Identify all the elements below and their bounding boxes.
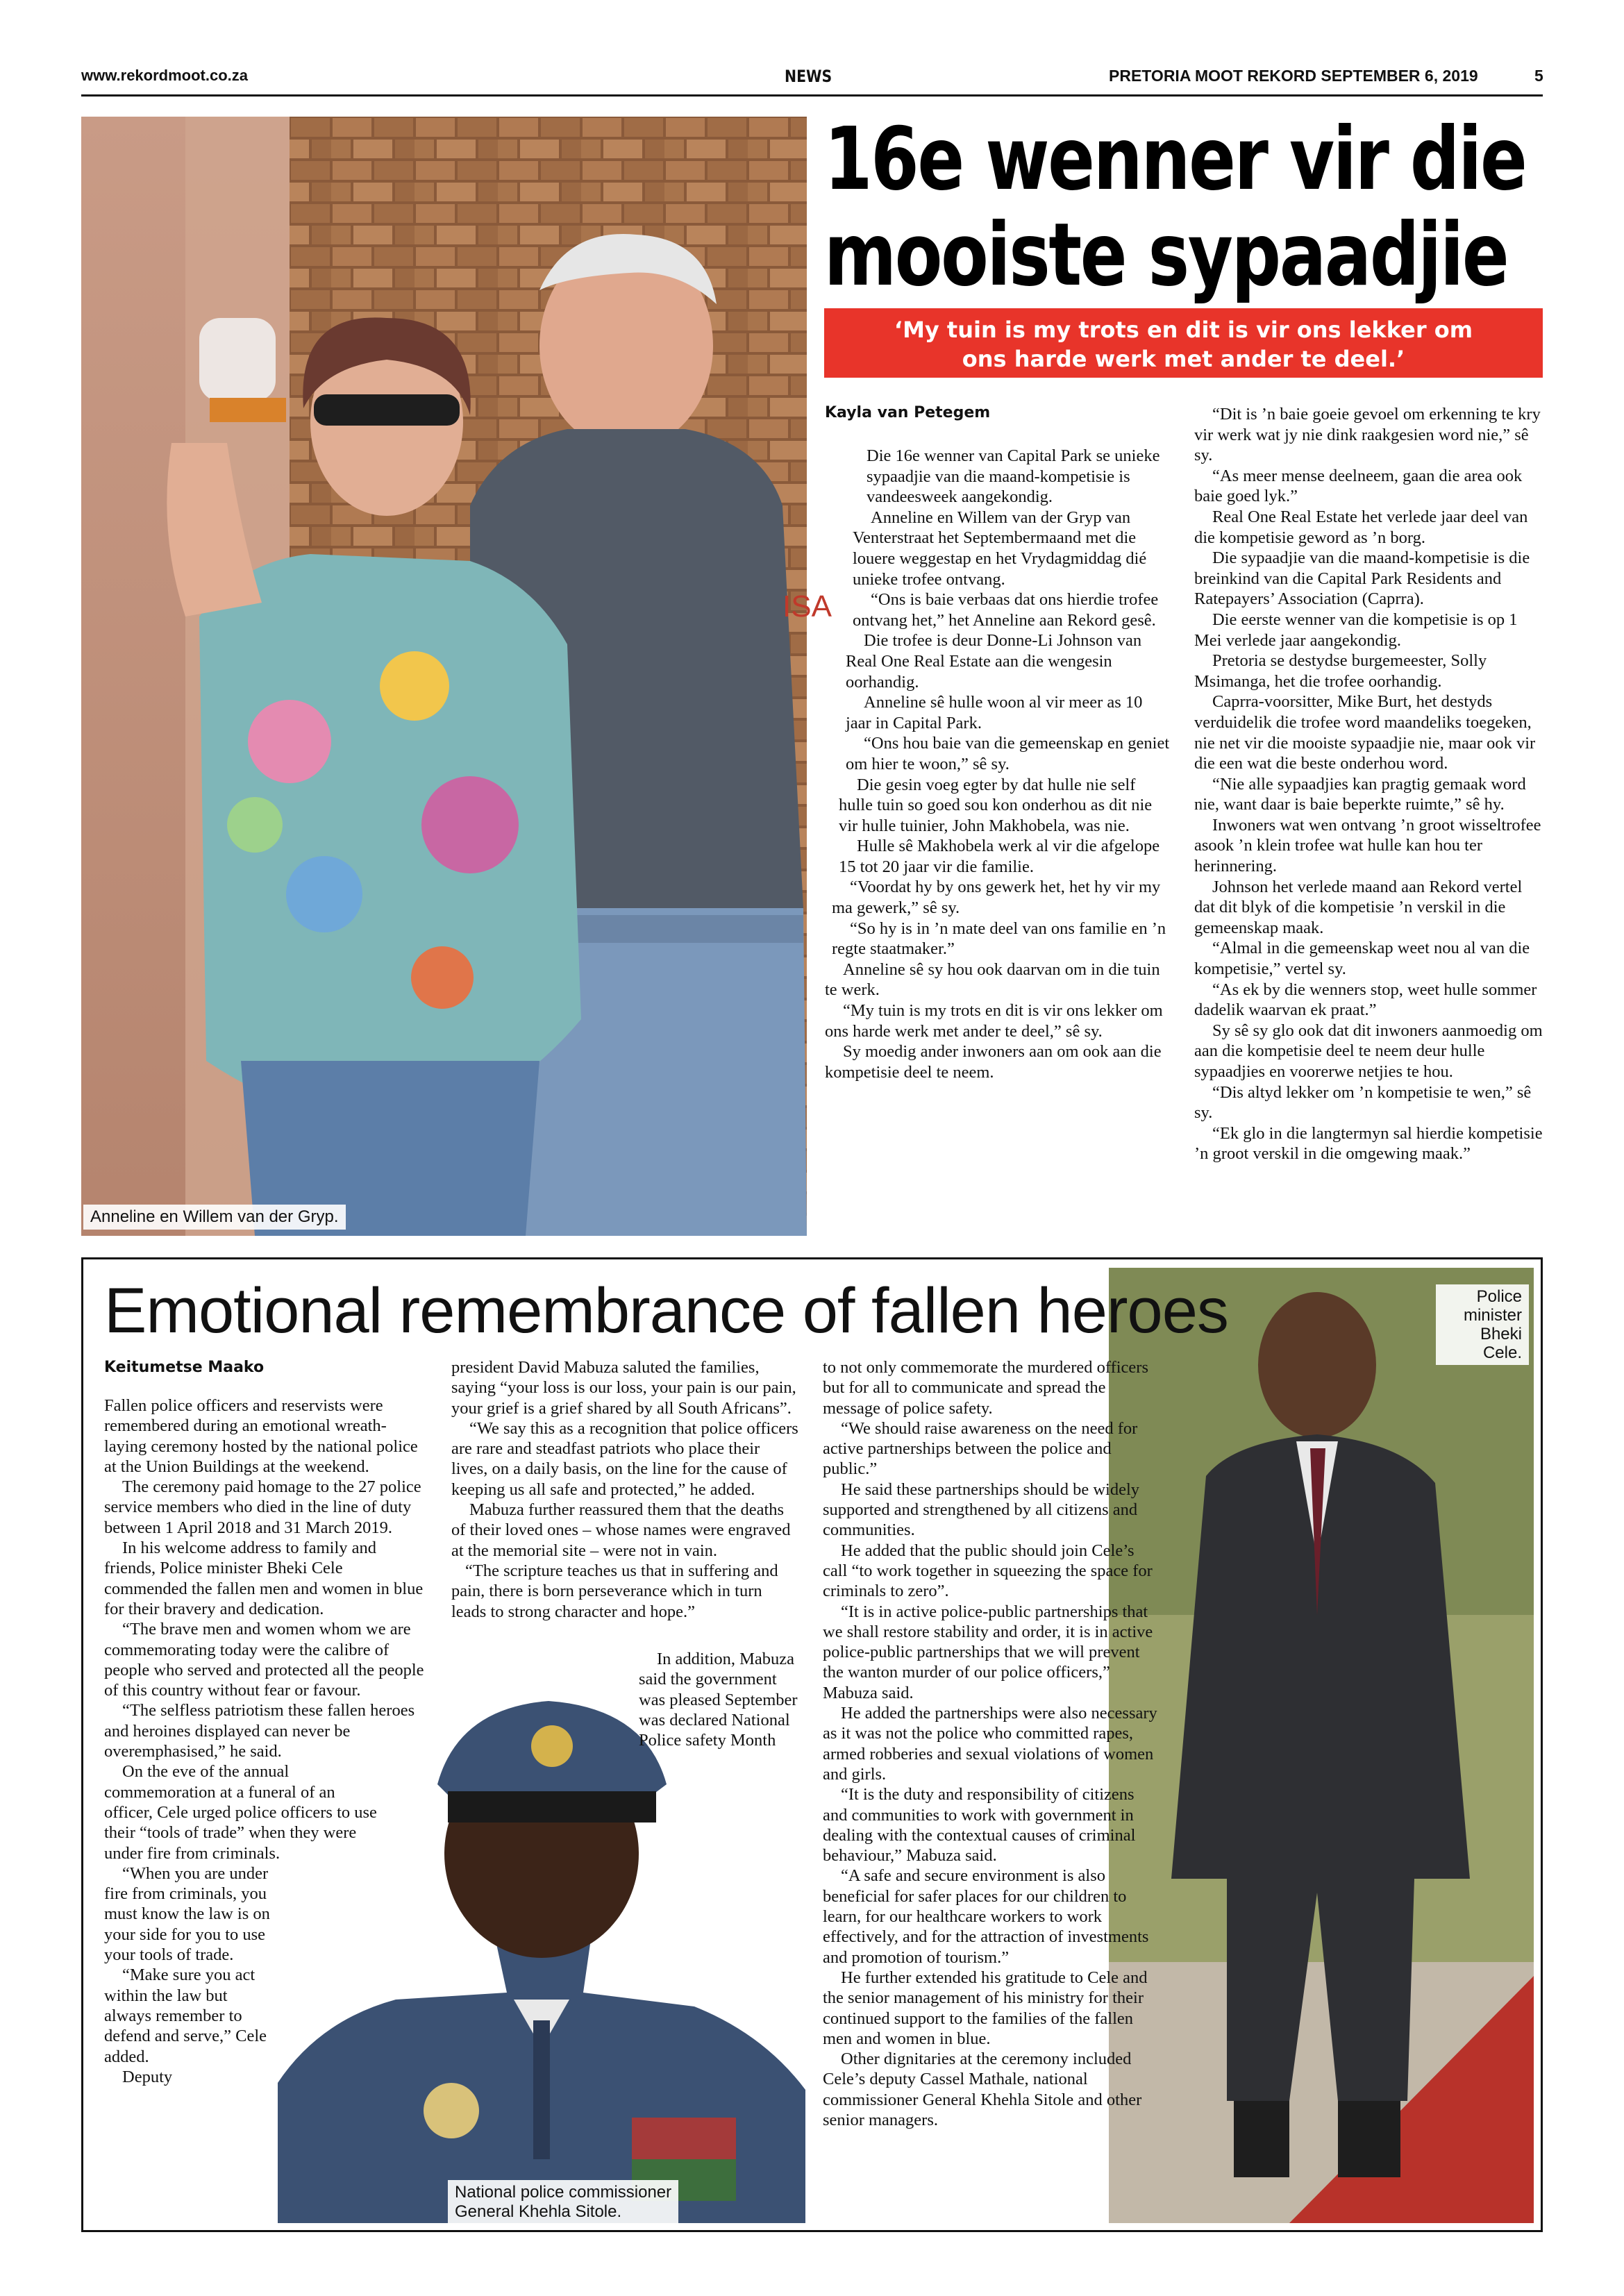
article1-paragraph: Sy moedig ander inwoners aan om ook aan die kompetisie deel te neem. bbox=[825, 1042, 1162, 1082]
article2-paragraph: “The brave men and women whom we are commemorating today were the calibre of people who served and protected all the people of this country without fear or favour. bbox=[104, 1620, 424, 1700]
article2-paragraph: “The selfless patriotism these fallen heroes and heroines displayed can never be overemphasised,” he said. bbox=[104, 1701, 415, 1761]
article2-column-1 bbox=[104, 1396, 425, 2222]
article1-column-2 bbox=[1194, 404, 1543, 1237]
article1-paragraph: “So hy is in ’n mate deel van ons familie en ’n regte staatmaker.” bbox=[832, 919, 1166, 959]
article1-paragraph: “Ek glo in die langtermyn sal hierdie kompetisie ’n groot verskil in die omgewing maak.” bbox=[1194, 1123, 1543, 1164]
article1-paragraph: “As ek by die wenners stop, weet hulle sommer dadelik waarvan ek praat.” bbox=[1194, 980, 1537, 1020]
article2-paragraph: president David Mabuza saluted the families, saying “your loss is our loss, your pain is our pain, your grief is a grief shared by all South Africans”. bbox=[451, 1358, 796, 1418]
cele-photo bbox=[1109, 1268, 1534, 2223]
article1-paragraph: Pretoria se destydse burgemeester, Solly Msimanga, het die trofee oorhandig. bbox=[1194, 651, 1487, 691]
article1-paragraph: Die 16e wenner van Capital Park se unieke sypaadjie van die maand-kompetisie is vandeesweek aangekondig. bbox=[867, 446, 1160, 507]
article1-paragraph: Inwoners wat wen ontvang ’n groot wisseltrofee asook ’n klein trofee wat hulle kan hou ter herinnering. bbox=[1194, 815, 1541, 876]
article2-paragraph: “It is in active police-public partnerships that we shall restore stability and order, it is in active police-public partnerships that we will prevent the wanton murder of our police officers,” Mabuza said. bbox=[823, 1602, 1153, 1702]
article2-paragraph: On the eve of the annual commemoration at a funeral of an officer, Cele urged police officers to use their “tools of trade” when they were under fire from criminals. bbox=[104, 1762, 377, 1863]
article2-paragraph: to not only commemorate the murdered officers but for all to communicate and spread the message of police safety. bbox=[823, 1358, 1148, 1418]
article2-paragraph: “It is the duty and responsibility of citizens and communities to work with government in dealing with the contextual causes of criminal behaviour,” Mabuza said. bbox=[823, 1785, 1136, 1866]
sitole-caption-line: General Khehla Sitole. bbox=[455, 2202, 622, 2221]
article1-column-1 bbox=[825, 446, 1171, 1237]
article1-paragraph: Anneline sê sy hou ook daarvan om in die tuin te werk. bbox=[825, 960, 1160, 1000]
article2-paragraph: “The scripture teaches us that in suffering and pain, there is born perseverance which in turn leads to strong character and hope.” bbox=[451, 1561, 778, 1621]
section-label: NEWS bbox=[785, 67, 832, 86]
cele-photo-illustration bbox=[1109, 1268, 1534, 2223]
article1-paragraph: Anneline sê hulle woon al vir meer as 10 jaar in Capital Park. bbox=[846, 693, 1143, 732]
publication-date: PRETORIA MOOT REKORD SEPTEMBER 6, 2019 bbox=[1109, 67, 1478, 85]
article1-paragraph: “Voordat hy by ons gewerk het, het hy vir my ma gewerk,” sê sy. bbox=[832, 878, 1161, 918]
website-url[interactable]: www.rekordmoot.co.za bbox=[81, 67, 249, 84]
article2-paragraph: Fallen police officers and reservists were remembered during an emotional wreath-laying ceremony hosted by the national police at the Union Buildings at the weekend. bbox=[104, 1396, 418, 1476]
shirt-text: ISA bbox=[782, 589, 832, 623]
article2-paragraph: “We say this as a recognition that police officers are rare and steadfast patriots who place their lives, on a daily basis, on the line for the cause of keeping us all safe and protected,” he added. bbox=[451, 1418, 798, 1499]
article2-paragraph: “Make sure you act within the law but always remember to defend and serve,” Cele added. bbox=[104, 1966, 267, 2066]
pull-quote-line-2: ons harde werk met ander te deel.’ bbox=[962, 346, 1405, 372]
article1-paragraph: Real One Real Estate het verlede jaar deel van die kompetisie geword as ’n borg. bbox=[1194, 507, 1528, 547]
article1-paragraph: Anneline en Willem van der Gryp van Venterstraat het Septembermaand met die louere weggestap en het Vrydagmiddag dié unieke trofee ontvang. bbox=[853, 508, 1147, 589]
article2-paragraph: Deputy bbox=[122, 2067, 173, 2086]
article2-column-2 bbox=[451, 1357, 798, 1649]
article1-byline: Kayla van Petegem bbox=[825, 404, 991, 421]
article2-column-2-wrap bbox=[639, 1649, 798, 1927]
sitole-photo-caption bbox=[448, 2180, 678, 2224]
article1-paragraph: Johnson het verlede maand aan Rekord vertel dat dit blyk of die kompetisie ’n verskil in die gemeenskap maak. bbox=[1194, 877, 1523, 937]
article2-paragraph: He added that the public should join Cele’s call “to work together in squeezing the space for criminals to zero”. bbox=[823, 1541, 1153, 1601]
article2-paragraph: “When you are under fire from criminals, you must know the law is on your side for you to use your tools of trade. bbox=[104, 1863, 270, 1965]
pull-quote-banner bbox=[824, 308, 1543, 378]
article2-paragraph: Other dignitaries at the ceremony included Cele’s deputy Cassel Mathale, national commissioner General Khehla Sitole and other senior managers. bbox=[823, 2050, 1142, 2129]
article1-paragraph: Sy sê sy glo ook dat dit inwoners aanmoedig om aan die kompetisie deel te neem deur hulle sypaadjies en voorerwe netjies te hou. bbox=[1194, 1021, 1543, 1081]
article2-paragraph: He said these partnerships should be widely supported and strengthened by all citizens and communities. bbox=[823, 1480, 1140, 1540]
article1-paragraph: Hulle sê Makhobela werk al vir die afgelope 15 tot 20 jaar vir die familie. bbox=[839, 837, 1160, 876]
article2-paragraph: The ceremony paid homage to the 27 police service members who died in the line of duty between 1 April 2018 and 31 March 2019. bbox=[104, 1477, 421, 1537]
sitole-caption-line: National police commissioner bbox=[455, 2183, 672, 2202]
article1-paragraph: Die gesin voeg egter by dat hulle nie self hulle tuin so goed sou kon onderhou as dit nie vir hulle tuinier, John Makhobela, was nie. bbox=[839, 775, 1153, 835]
article1-paragraph: Die eerste wenner van die kompetisie is op 1 Mei verlede jaar aangekondig. bbox=[1194, 610, 1518, 650]
article1-paragraph: “Nie alle sypaadjies kan pragtig gemaak word nie, want daar is baie beperkte ruimte,” sê hy. bbox=[1194, 774, 1526, 814]
article1-paragraph: “Ons is baie verbaas dat ons hierdie trofee ontvang het,” het Anneline aan Rekord gesê. bbox=[853, 590, 1159, 630]
article1-paragraph: “As meer mense deelneem, gaan die area ook baie goed lyk.” bbox=[1194, 466, 1523, 506]
cele-caption-line: Cele. bbox=[1482, 1343, 1522, 1362]
article2-byline: Keitumetse Maako bbox=[104, 1359, 265, 1376]
article2-paragraph: Mabuza further reassured them that the deaths of their loved ones – whose names were engraved at the memorial site – were not in vain. bbox=[451, 1500, 791, 1560]
article2-headline: Emotional remembrance of fallen heroes bbox=[104, 1275, 1228, 1346]
article2-paragraph: “A safe and secure environment is also beneficial for safer places for our children to learn, for our healthcare workers to work effectively, and for the attraction of investments and promotion of tourism.” bbox=[823, 1866, 1149, 1967]
cele-caption-line: Police bbox=[1476, 1287, 1522, 1306]
headline-line-2: mooiste sypaadjie bbox=[824, 205, 1508, 305]
article2-column-3 bbox=[823, 1357, 1163, 2225]
cele-caption-line: Bheki bbox=[1480, 1325, 1522, 1343]
article2-paragraph: In his welcome address to family and friends, Police minister Bheki Cele commended the fallen men and women in blue for their bravery and dedication. bbox=[104, 1539, 424, 1618]
article1-paragraph: Caprra-voorsitter, Mike Burt, het destyds verduidelik die trofee word maandeliks toegeken, nie net vir die mooiste sypaadjie nie, maar ook vir die een wat die beste onderhou word. bbox=[1194, 692, 1536, 773]
article1-paragraph: Die trofee is deur Donne-Li Johnson van Real One Real Estate aan die wengesin oorhandig. bbox=[846, 631, 1142, 692]
article1-paragraph: “My tuin is my trots en dit is vir ons lekker om ons harde werk met ander te deel,” sê sy. bbox=[825, 1001, 1163, 1041]
article1-paragraph: “Ons hou baie van die gemeenskap en geniet om hier te woon,” sê sy. bbox=[846, 734, 1170, 773]
page-number: 5 bbox=[1534, 67, 1543, 85]
header-rule bbox=[81, 94, 1543, 97]
headline-line-1: 16e wenner vir die bbox=[824, 109, 1526, 210]
article2-paragraph: He added the partnerships were also necessary as it was not the police who committed rapes, armed robberies and sexual violations of women and girls. bbox=[823, 1704, 1157, 1784]
article1-paragraph: “Dis altyd lekker om ’n kompetisie te wen,” sê sy. bbox=[1194, 1082, 1532, 1123]
couple-photo bbox=[81, 117, 832, 1236]
couple-photo-illustration bbox=[81, 117, 832, 1236]
article1-paragraph: “Almal in die gemeenskap weet nou al van die kompetisie,” vertel sy. bbox=[1194, 939, 1530, 979]
article2-paragraph: “We should raise awareness on the need for active partnerships between the police and public.” bbox=[823, 1418, 1138, 1479]
cele-caption-line: minister bbox=[1463, 1306, 1522, 1325]
article1-paragraph: Die sypaadjie van die maand-kompetisie is die breinkind van die Capital Park Residents and Ratepayers’ Association (Caprra). bbox=[1194, 548, 1530, 609]
couple-photo-caption: Anneline en Willem van der Gryp. bbox=[83, 1205, 346, 1230]
article2-paragraph: He further extended his gratitude to Cele and the senior management of his ministry for their continued support to the families of the fallen men and women in blue. bbox=[823, 1968, 1148, 2048]
article1-paragraph: “Dit is ’n baie goeie gevoel om erkenning te kry vir werk wat jy nie dink raakgesien word nie,” sê sy. bbox=[1194, 405, 1541, 465]
article2-paragraph: In addition, Mabuza said the government was pleased September was declared National Police safety Month bbox=[639, 1650, 798, 1750]
pull-quote-line-1: ‘My tuin is my trots en dit is vir ons lekker om bbox=[894, 317, 1473, 343]
cele-photo-caption bbox=[1436, 1284, 1529, 1365]
